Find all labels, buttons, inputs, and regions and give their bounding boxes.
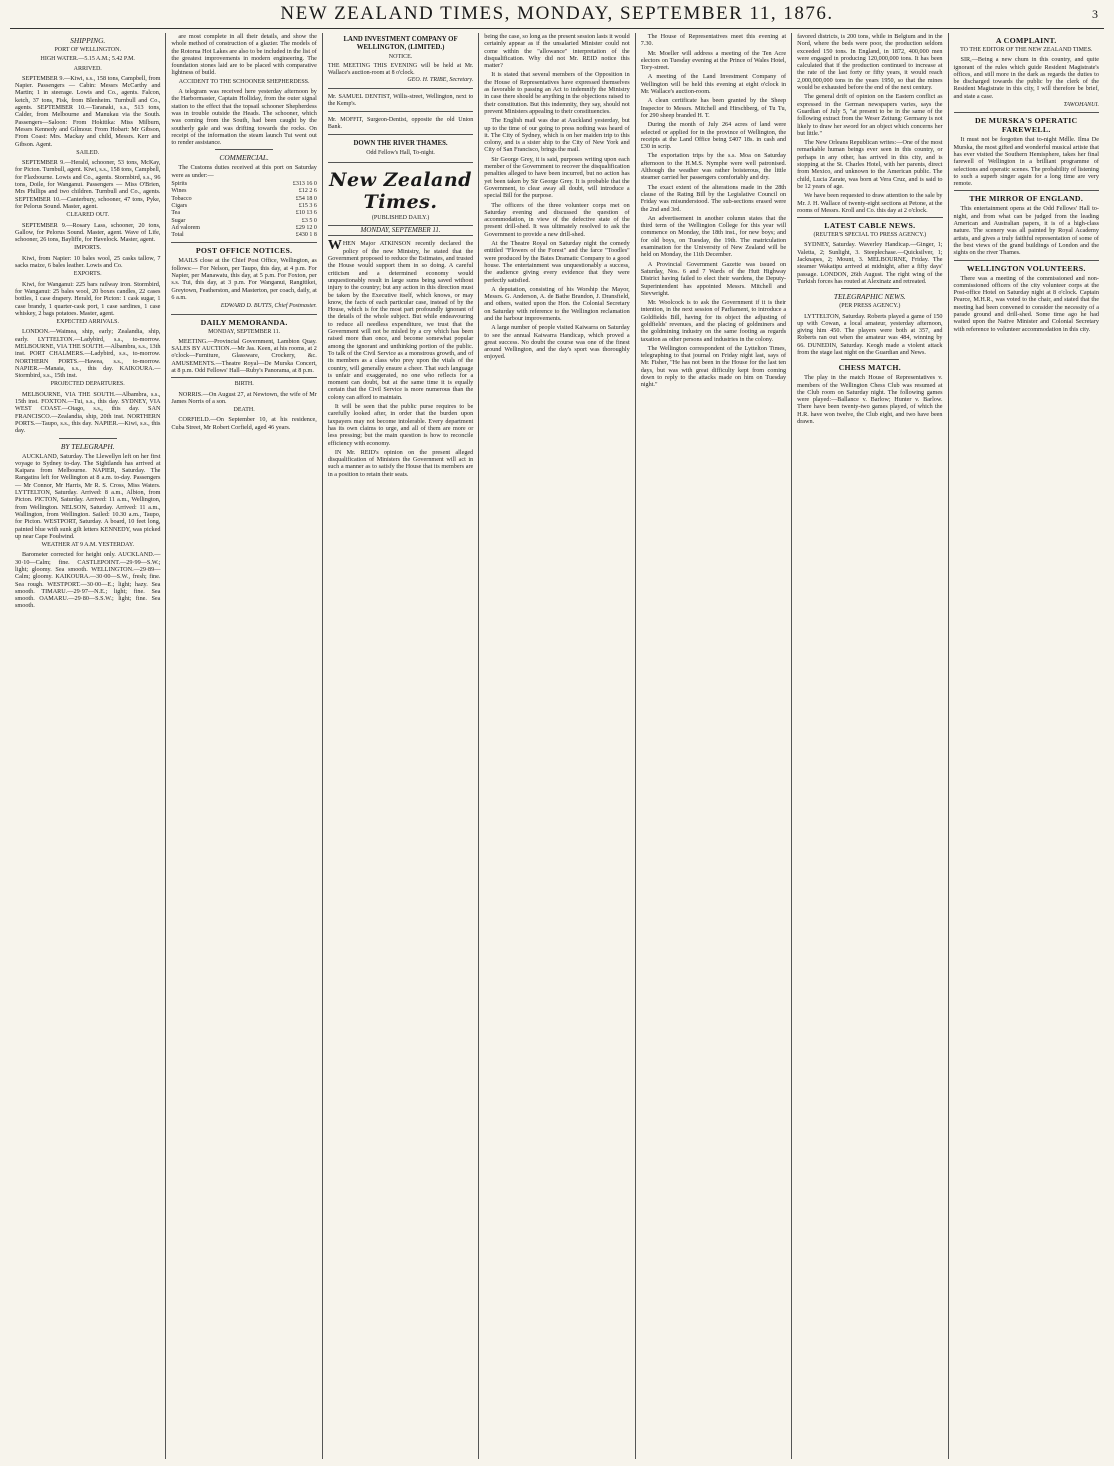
imports-text: Kiwi, from Napier: 10 bales wool, 25 casks tallow, 7 sacks maize, 6 bales leather. Lowis and Co.: [15, 254, 161, 270]
death-heading: DEATH.: [233, 407, 255, 414]
news-item: A Provincial Government Gazette was issued on Saturday, Nos. 6 and 7 Wards of the Hutt Highway District having failed to elect their wardens, the Deputy-Superintendent has appointed Messrs. Mitchell and Sievwright.: [640, 260, 787, 297]
cable-news-source: (REUTER'S SPECIAL TO PRESS AGENCY.): [813, 232, 927, 239]
article-text: It is stated that several members of the Opposition in the House of Representatives have expressed themselves as favorable to passing an Act to indemnify the Ministry in case there should be anything in the objections raised to their constitution. But this indemnity, they say, should not prevent Ministers appealing to their constituencies.: [484, 71, 630, 115]
postoffice-signature: EDWARD D. BUTTS, Chief Postmaster.: [220, 303, 317, 310]
cleared-heading: CLEARED OUT.: [66, 212, 109, 219]
article-text: A large number of people visited Kaiwarra on Saturday to see the annual Kaiwarra Handicap, which proved a great success. No doubt the course was one of the finest around Wellington, and the day's sport was thoroughly enjoyed.: [484, 324, 630, 361]
weather-heading: WEATHER AT 9 A.M. YESTERDAY.: [41, 542, 134, 549]
news-item: The House of Representatives meet this evening at 7.30.: [640, 33, 787, 48]
nameplate-subtitle: (PUBLISHED DAILY.): [371, 214, 430, 221]
customs-row-value: £313 16 0: [292, 181, 317, 188]
expected-text: LONDON.—Waimea, ship, early; Zealandia, ship, early. LYTTELTON.—Ladybird, s.s., to-morrow. MELBOURNE, VIA THE SOUTH.—Albambra, s.s., 13th inst. PORT CHALMERS.—Ladybird, s.s., to-morrow. NORTHERN PORTS.—Hawea, s.s., to-morrow. NAPIER.—Manaia, s.s., this day. KAIKOURA.—Stormbird, s.s., 15th inst.: [15, 328, 161, 380]
leader-article-reid: IN Mr. REID's opinion on the present alleged disqualification of Ministers the Government will act in such a manner as to satisfy the House that its members are in a position to retain their seats.: [327, 448, 474, 478]
leader-article: WHEN Major ATKINSON recently declared the policy of the new Ministry, he stated that the Government proposed to reduce the Estimates, and trusted the House would support them in so doing. A careful criticism and a determined economy would unquestionably result in large sums being saved without injury to the country; but any action in this direction must be taken by the Executive itself, which knows, or may know, the facts of each particular case, instead of by the House, which is for the most part profoundly ignorant of the details of the whole subject. But while endeavouring to reduce all needless expenditure, we trust that the Government will not be misled by a cry which has been raised more than once, and become somewhat popular among the ignorant and unthinking portion of the public. To talk of the Civil Service as a monstrous growth, and of its members as a class who prey upon the vitals of the country, will generally ensure a cheer. That such language is unfair and exaggerated, no one who reflects for a moment can doubt, but at the same time it is equally certain that the Civil Service is more numerous than the colony can afford to maintain.: [327, 238, 474, 401]
customs-row-value: £54 18 0: [295, 195, 317, 202]
column-4: [479, 33, 635, 1459]
news-item: The exact extent of the alterations made in the 28th clause of the Rating Bill by the Legislative Council on Friday was misunderstood. The sub-sections erased were the 2nd and 3rd.: [640, 183, 787, 213]
sailed-text: SEPTEMBER 9.—Herald, schooner, 53 tons, McKay, for Picton. Turnbull, agent. Kiwi, s.s., 158 tons, Campbell, for Flaxbourne. Lowis and Co., agents. Stormbird, s.s., 96 tons, Doile, for Wanganui. Passengers — Miss O'Brien, Mrs Phillips and two children. Turnbull and Co., agents. SEPTEMBER 10.—Canterbury, schooner, 47 tons, Pyke, for Pelorus Sound. Master, agent.: [15, 159, 161, 210]
murska-heading: DE MURSKA'S OPERATIC FAREWELL.: [975, 116, 1078, 135]
columns: [10, 33, 1104, 1459]
cleared-text: SEPTEMBER 9.—Rosary Lass, schooner, 20 tons, Gallow, for Pelorus Sound. Master, agent. Wave of Life, schooner, 26 tons, Bayliffe, for Havelock. Master, agent.: [15, 221, 161, 244]
news-item: A clean certificate has been granted by the Sheep Inspector to Messrs. Mitchell and Hirschberg, of Tu Tu, for 290 sheep branded H. T.: [640, 97, 787, 119]
ad-title: DOWN THE RIVER THAMES.: [353, 139, 448, 147]
customs-row-value: £12 2 6: [298, 188, 317, 195]
newspaper-nameplate: New Zealand Times.: [329, 168, 472, 213]
divider: [171, 242, 316, 243]
divider: [797, 217, 942, 218]
customs-row-value: £430 1 8: [295, 232, 317, 239]
chess-match-text: The play in the match House of Representatives v. members of the Wellington Chess Club was resumed at the Club room on Saturday night. The following games were played:—Ballance v. Barlow; Hunter v. Barlow. There have been twenty-two games played, of which the H.R. have won twelve, the Club eight, and two have been drawn.: [797, 374, 943, 426]
masthead-title: NEW ZEALAND TIMES, MONDAY, SEPTEMBER 11, 1876.: [280, 3, 834, 24]
ad-title: LAND INVESTMENT COMPANY OF WELLINGTON, (LIMITED.): [343, 36, 458, 51]
editorial-dateline: MONDAY, SEPTEMBER 11.: [328, 225, 473, 236]
exports-text: Kiwi, for Wanganui: 225 bars railway iron. Stormbird, for Wanganui: 25 bales wool, 20 boxes candles, 22 cases bottles, 1 case drapery. Herald, for Picton: 1 cask sugar, 1 case brandy, 1 quarter-cask port, 1 case sardines, 1 case whiskey, 2 bags potatoes. Master, agent.: [15, 280, 161, 317]
high-water: HIGH WATER.—5.15 A.M.; 5.42 P.M.: [40, 56, 135, 63]
chess-match-heading: CHESS MATCH.: [838, 363, 901, 373]
ad-body: Odd Fellow's Hall, To-night.: [366, 149, 435, 156]
customs-row-label: Cigars: [171, 202, 188, 209]
column-3: [323, 33, 479, 1459]
arrived-text: SEPTEMBER 9.—Kiwi, s.s., 158 tons, Campbell, from Napier. Passengers — Cabin: Messrs McCarthy and Martin; 1 in steerage. Lowis and Co., agents. Falcon, ketch, 37 tons, Fisk, from Blenheim. Turnbull and Co., agents. SEPTEMBER 10.—Taranaki, s.s., 513 tons, Calder, from Melbourne and Manukau via the South. Passengers—Saloon: From Hokitika: Miss Milburn, Messrs Kennedy and Gilmour. From Hobart: Mr Gibson, From Coast: Mrs. Mackay and child, Messrs. Kerr and Gibson. Agent.: [15, 74, 161, 148]
customs-row-label: Tea: [171, 210, 180, 217]
ad-dentist: [328, 91, 473, 112]
article-text: At the Theatre Royal on Saturday night the comedy entitled "Flowers of the Forest" and the farce "Toodles" were produced by the Bates Dramatic Company to a good house. The entertainment was unquestionably a success, the audience giving every evidence that they were perfectly satisfied.: [484, 240, 630, 284]
sailed-heading: SAILED.: [76, 149, 100, 156]
news-item: Mr. Moeller will address a meeting of the Ten Acre electors on Tuesday evening at the Prince of Wales Hotel, Tory-street.: [640, 49, 787, 72]
customs-row-label: Spirits: [171, 181, 188, 188]
news-item: The New Orleans Republican writes:—One of the most remarkable human beings ever seen in this country, or perhaps in any other, has arrived in this city, and is stopping at the St. Charles Hotel, with her parents, direct from Mexico, and unknown to the American public. The child, Lucia Zarate, was born at Vera Cruz, and is said to be 12 years of age.: [797, 139, 943, 190]
column-1: [10, 33, 166, 1459]
article-text: Sir George Grey, it is said, purposes writing upon each member of the Government to recover the disqualification penalties alleged to have been incurred, but no action has yet been taken by Sir George Grey. It is probable that the Government, to clear away all doubt, will introduce a special Bill for the purpose.: [484, 155, 630, 200]
divider: [954, 112, 1099, 113]
customs-table: [171, 181, 316, 239]
telegraphic-news-heading: TELEGRAPHIC NEWS.: [833, 292, 906, 302]
customs-row-label: Sugar: [171, 217, 186, 224]
mirror-heading: THE MIRROR OF ENGLAND.: [969, 194, 1084, 204]
news-item: The general drift of opinion on the Eastern conflict as expressed in the German newspapers varies, says the Guardian of July 5, "at present to be in the same of the following extract from the Weser Zeitung: Germany is not likely to draw her sword for an object which concerns her but little.": [797, 93, 943, 137]
memoranda-date: MONDAY, SEPTEMBER 11.: [208, 328, 281, 335]
news-item: The exportation trips by the s.s. Moa on Saturday afternoon to the H.M.S. Nymphe were well patronised. Although the weather was rather boisterous, the little steamer carried her passengers comfortably and dry.: [640, 152, 787, 182]
customs-row-value: £15 3 6: [298, 202, 317, 209]
customs-row-value: £3 5 0: [301, 217, 317, 224]
cable-news-heading: LATEST CABLE NEWS.: [824, 221, 916, 231]
shipping-heading: SHIPPING.: [70, 36, 106, 45]
leader-article-cont: It will be seen that the public purse requires to be carefully looked after, in order that the burden upon taxpayers may not become intolerable. Every department has its own claims to urge, and all of them are more or less pressing; but the main question is how to reconcile efficiency with economy.: [327, 403, 474, 447]
divider: [954, 260, 1099, 261]
page-number: 3: [1092, 6, 1098, 21]
column-2: [166, 33, 322, 1459]
divider: [841, 359, 899, 360]
news-item: During the month of July 264 acres of land were selected or applied for in the province of Wellington, the receipts at the Land Office being £407 18s. in cash and £30 in scrip.: [640, 121, 787, 151]
news-item: Mr. Woolcock is to ask the Government if it is their intention, in the next session of Parliament, to introduce a Goldfields Bill, having for its object the adjusting of goldfields' revenues, and the placing of goldminers and the goldmining industry on the same footing as regards taxation as other persons and industries in the colony.: [640, 299, 787, 343]
column-6: [792, 33, 948, 1459]
projected-heading: PROJECTED DEPARTURES.: [50, 381, 125, 388]
birth-text: NORRIS.—On August 27, at Newtown, the wife of Mr James Norris of a son.: [171, 390, 317, 405]
article-text: The officers of the three volunteer corps met on Saturday evening and discussed the question of accommodation, in view of the defective state of the present drill-shed. It was ultimately resolved to ask the Government to provide a new drill-shed.: [484, 201, 630, 238]
news-item: favored districts, is 200 tons, while in Belgium and in the Nord, where the beds were poor, the production seldom exceeded 150 tons. In England, in 1872, 400,000 men were engaged in producing 120,000,000 tons. It has been calculated that if the production continued to increase at the rate of the last forty or fifty years, it would reach 2,000,000,000 tons in the years 1950, so that the mines would be exhausted before the end of the next century.: [797, 33, 943, 92]
news-item: We have been requested to draw attention to the sale by Mr. J. H. Wallace of twenty-eight sections at Petone, at the rooms of Messrs. Kroll and Co. this day at 2 o'clock.: [797, 192, 943, 214]
complaint-addressee: TO THE EDITOR OF THE NEW ZEALAND TIMES.: [960, 47, 1093, 53]
news-item: A meeting of the Land Investment Company of Wellington will be held this evening at eight o'clock in Mr. Wallace's auction-room.: [640, 73, 787, 96]
ad-thames: [328, 137, 473, 163]
customs-row-label: Ad valorem: [171, 224, 200, 231]
telegraphic-news-text: LYTTELTON, Saturday. Roberts played a game of 150 up with Cowan, a local amateur, yesterday afternoon, giving him 450. The players were both at 357, and Roberts ran out when the amateur was 484, winning by 66. DUNEDIN, Saturday. Keogh made a violent attack from the stage last night on the Guardian and News.: [797, 312, 943, 356]
divider: [215, 149, 273, 150]
mirror-text: This entertainment opens at the Odd Fellows' Hall to-night, and from what can be judged from the leading American and Australian papers, it is of a high-class nature. The scenery was all painted by Royal Academy artists, and gives a truly faithful representation of some of the best views of the grand buildings of London and the sights on the river Thames.: [953, 205, 1099, 257]
commercial-heading: COMMERCIAL.: [219, 153, 269, 163]
divider: [171, 314, 316, 315]
arrived-heading: ARRIVED.: [73, 65, 102, 72]
news-item: An advertisement in another column states that the third term of the Wellington College for this year will commence on Monday, the 18th inst., for new boys; and for old boys, on Tuesday, the 19th. The matriculation examination for the University of New Zealand will be held on Monday, the 11th December.: [640, 214, 787, 259]
ad-surgeon-dentist: [328, 114, 473, 135]
ad-signature: GEO. H. TRIBE, Secretary.: [407, 77, 474, 84]
murska-text: It must not be forgotten that to-night Mdlle. Ilma De Murska, the most gifted and wonderful musical artiste that has ever visited the Southern Hemisphere, takes her final farewell of Wellington in a brilliant programme of selections and operatic scenes. The probability of listening to such a superb singer again for a long time are very remote.: [953, 136, 1099, 188]
accident-heading: ACCIDENT TO THE SCHOONER SHEPHERDESS.: [178, 78, 310, 85]
customs-row-label: Tobacco: [171, 195, 192, 202]
telegraph-heading: BY TELEGRAPH.: [60, 441, 115, 451]
divider: [954, 190, 1099, 191]
article-text: A deputation, consisting of his Worship the Mayor, Messrs. G. Anderson, A. de Bathe Brandon, J. Dransfield, and others, waited upon the Hon. the Colonial Secretary on Saturday with reference to the Wellington reclamation and the harbour improvements.: [484, 285, 630, 322]
customs-row-value: £29 12 0: [295, 224, 317, 231]
volunteers-text: There was a meeting of the commissioned and non-commissioned officers of the city volunteer corps at the Post-office Hotel on Saturday night at 8 o'clock. Captain Pearce, M.H.R., was voted to the chair, and stated that the meeting had been convened to consider the necessity of a parade ground and drill-shed. Some time ago he had waited upon the Native Minister and Colonial Secretary with reference to volunteer accommodation in this city.: [953, 274, 1099, 333]
death-text: CORFIELD.—On September 10, at his residence, Cuba Street, Mr Robert Corfield, aged 46 years.: [171, 416, 317, 431]
birth-heading: BIRTH.: [234, 381, 254, 388]
port-line: PORT OF WELLINGTON.: [54, 47, 121, 53]
telegraph-text: AUCKLAND, Saturday. The Llewellyn left on her first voyage to Sydney to-day. The Sightlands has arrived at Kaipara from Melbourne. NAPIER, Saturday. The Rangatira left for Wellington at 8 a.m. to-day. Passengers — Mr Connor, Mr Harris, Mr R. S. Cross, Miss Waters. LYTTELTON, Saturday. Arrived: 8 a.m., Albion, from Picton. PICTON, Saturday. Arrived: 11 a.m., Wellington, from Wellington. NELSON, Saturday. Arrived: 11 a.m., Wallington, from Wellington. Sailed: 10.30 a.m., Taupo, for Picton. WESTPORT, Saturday. A board, 10 feet long, painted blue with sunk gilt letters KENNEDY, was picked up near Cape Foulwind.: [15, 452, 161, 540]
customs-row-label: Wines: [171, 188, 187, 195]
exports-heading: EXPORTS.: [73, 271, 102, 278]
column-7: [949, 33, 1104, 1459]
customs-row-value: £10 13 6: [295, 210, 317, 217]
postoffice-heading: POST OFFICE NOTICES.: [195, 246, 293, 256]
column-5: [636, 33, 792, 1459]
article-text: being the case, so long as the present session lasts it would certainly appear as if the unsalaried Minister could not come within the "allowance" interpretation of the disqualification. Why did not Mr. REID notice this matter?: [484, 33, 630, 70]
article-text: The English mail was due at Auckland yesterday, but up to the time of our going to press nothing was heard of it. The City of Sydney, which is on her maiden trip to this colony, and is a sister ship to the City of New York and City of San Francisco, brings the mail.: [484, 117, 630, 154]
complaint-text: SIR,—Being a new chum in this country, and quite ignorant of the rules which guide Resident Magistrate's offices, and still more in the dark as regards the duties to be discharged towards the public by the clerk of the Resident Magistrate in this city, I will therefore be brief, and state a case.: [953, 56, 1099, 100]
divider: [171, 377, 316, 378]
divider: [841, 288, 899, 289]
ad-body: Mr. MOFFIT, Surgeon-Dentist, opposite the old Union Bank.: [327, 116, 474, 130]
divider: [59, 438, 117, 439]
projected-text: MELBOURNE, VIA THE SOUTH.—Albambra, s.s., 15th inst. FOXTON.—Tui, s.s., this day. SYDNEY, VIA WEST COAST.—Otago, s.s., this day. SAN FRANCISCO.—Zealandia, ship, 20th inst. NORTHERN PORTS.—Taupo, s.s., this day. NAPIER.—Kiwi, s.s., this day.: [15, 390, 161, 435]
memoranda-heading: DAILY MEMORANDA.: [200, 317, 288, 327]
ad-body: Mr. SAMUEL DENTIST, Willis-street, Wellington, next to the Kemp's.: [327, 93, 474, 107]
telegraphic-news-source: (PER PRESS AGENCY.): [839, 303, 901, 310]
ad-land-investment: [328, 33, 473, 89]
news-item: The Wellington correspondent of the Lyttelton Times, telegraphing to that journal on Friday night last, says of Mr. Fisher, "He has not been in the House for the last ten days, but was with great difficulty kept from coming down to reply to the attacks made on him on Tuesday night.": [640, 344, 787, 389]
memoranda-text: MEETING.—Provincial Government, Lambton Quay. SALES BY AUCTION.—Mr Jas. Keen, at his rooms, at 2 o'clock—Furniture, Glassware, Crockery, &c. AMUSEMENTS.—Theatre Royal—De Murska Concert, at 8 p.m. Odd Fellows' Hall—Ruby's Panorama, at 8 p.m.: [171, 337, 317, 374]
cable-news-text: SYDNEY, Saturday. Waverley Handicap.—Ginger, 1; Valetta, 2; Sunlight, 3. Steeplechase.—Quicksilver, 1; Jacknapes, 2; Mount, 3. MELBOURNE, Friday. The steamer Wakatipu arrived at midnight, after a fifty days' passage. LONDON, 26th August. The right wing of the Turkish forces has routed at Alexinatz and retreated.: [797, 241, 943, 285]
expected-heading: EXPECTED ARRIVALS.: [56, 319, 119, 326]
complaint-signature: TAWOHANUI.: [1063, 102, 1099, 109]
ad-body: THE MEETING THIS EVENING will be held at Mr. Wallace's auction-room at 8 o'clock.: [327, 63, 474, 77]
imports-heading: IMPORTS.: [74, 245, 102, 252]
ad-notice: NOTICE.: [388, 54, 413, 60]
accident-text: A telegram was received here yesterday afternoon by the Harbormaster, Captain Holliday, from the outer signal station to the effect that the topsail schooner Shepherdess was in trouble outside the Heads. The schooner, which was coming from the South, had been caught by the southerly gale and was drifting towards the rocks. On receipt of the information the steam launch Tui went out to render assistance.: [171, 88, 317, 147]
complaint-heading: A COMPLAINT.: [995, 36, 1057, 45]
masthead: [10, 0, 1104, 29]
intro-text: are most complete in all their details, and show the whole method of construction of a glazier. The models of the Rotorua Hot Lakes are also to be included in the list of the greatest improvements in modern engineering. The foundation stones laid are to be placed with comparative lightness of build.: [171, 33, 317, 77]
customs-row-label: Total: [171, 232, 184, 239]
postoffice-text: MAILS close at the Chief Post Office, Wellington, as follows:— For Nelson, per Taupo, this day, at 4 p.m. For Napier, per Manawatu, this day, at 5 p.m. For Foxton, per s.s. Tui, this day, at 3 p.m. For Wanganui, Rangitikei, Greytown, Featherston, and Masterton, per coach, daily, at 6 a.m.: [171, 257, 317, 301]
commercial-text: The Customs duties received at this port on Saturday were as under:—: [171, 164, 317, 179]
weather-text: Barometer corrected for height only. AUCKLAND.—30·10—Calm; fine. CASTLEPOINT.—29·99—S.W.; light; gloomy. Sea smooth. WELLINGTON.—29·89—Calm; gloomy. KAIKOURA.—30·00—S.W., fresh; fine. Sea rough. WESTPORT.—30·00—E.; light; hazy. Sea smooth. TIMARU.—29·97—N.E.; light; fine. Sea smooth. OAMARU.—29·80—S.S.W.; light; fine. Sea smooth.: [15, 551, 161, 610]
volunteers-heading: WELLINGTON VOLUNTEERS.: [966, 263, 1086, 273]
